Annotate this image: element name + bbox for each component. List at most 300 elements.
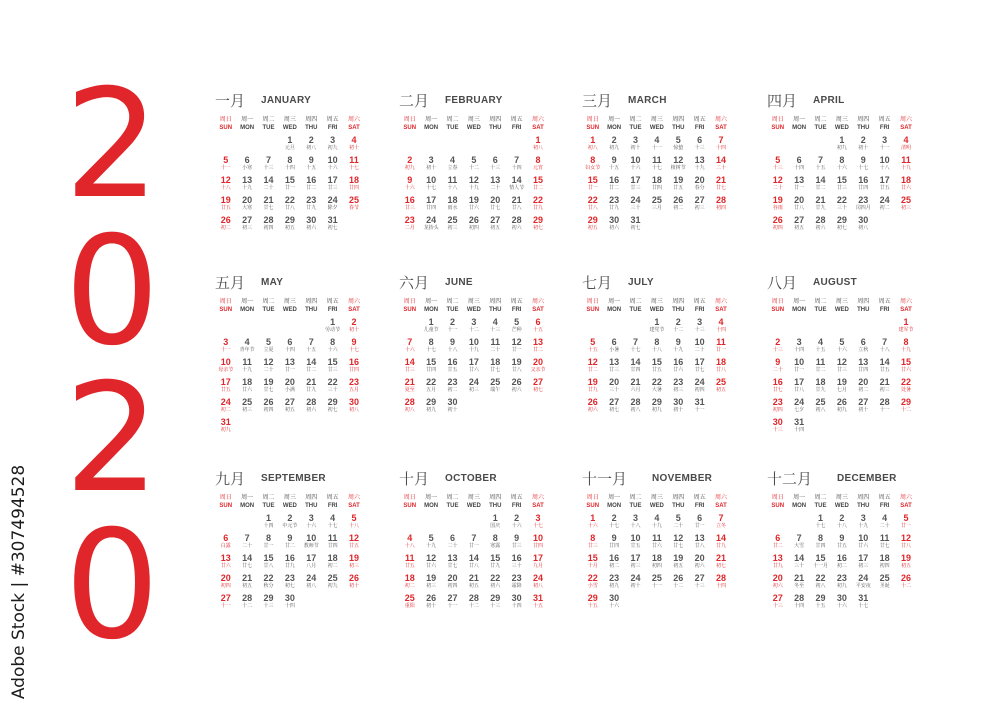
month-header bbox=[767, 470, 917, 492]
watermark-text: Adobe Stock | #307494528 bbox=[9, 464, 29, 700]
day-cell bbox=[767, 193, 788, 213]
weekday-cn: 周三 bbox=[650, 297, 663, 305]
day-cell bbox=[343, 173, 364, 193]
weekday-en: SAT bbox=[900, 124, 912, 131]
weekday-header bbox=[874, 114, 895, 133]
weekday-en: TUE bbox=[262, 502, 275, 509]
lunar-date: 十四 bbox=[716, 583, 727, 589]
weekday-header bbox=[258, 296, 279, 315]
day-number: 11 bbox=[815, 357, 826, 367]
day-cell bbox=[710, 133, 731, 153]
lunar-date: 十三 bbox=[772, 165, 783, 171]
day-number: 19 bbox=[426, 573, 437, 583]
day-number: 30 bbox=[858, 215, 869, 225]
lunar-date: 建军节 bbox=[898, 327, 914, 333]
weekday-header bbox=[420, 114, 441, 133]
weekday-cn: 周五 bbox=[693, 297, 706, 305]
lunar-date: 廿四 bbox=[426, 205, 437, 211]
weekday-en: SUN bbox=[586, 502, 600, 509]
lunar-date: 闰四月 bbox=[855, 205, 871, 211]
day-number: 21 bbox=[630, 377, 641, 387]
day-number: 15 bbox=[533, 175, 544, 185]
lunar-date: 廿八 bbox=[284, 205, 295, 211]
weekday-header bbox=[301, 492, 322, 511]
lunar-date: 十二 bbox=[468, 165, 479, 171]
weekday-en: WED bbox=[466, 306, 481, 313]
lunar-date: 初八 bbox=[533, 145, 544, 151]
lunar-date: 母亲节 bbox=[218, 367, 234, 373]
day-cell bbox=[831, 213, 852, 233]
lunar-date: 十四 bbox=[794, 347, 805, 353]
weekday-en: SUN bbox=[219, 502, 233, 509]
day-cell bbox=[710, 571, 731, 591]
day-number: 13 bbox=[858, 357, 869, 367]
day-cell bbox=[485, 335, 506, 355]
day-number: 25 bbox=[716, 377, 727, 387]
lunar-date: 廿五 bbox=[879, 185, 890, 191]
day-cell bbox=[527, 571, 548, 591]
lunar-date: 十五 bbox=[306, 347, 317, 353]
day-cell bbox=[646, 133, 667, 153]
lunar-date: 廿二 bbox=[772, 543, 783, 549]
weekday-cn: 周四 bbox=[857, 493, 870, 501]
day-cell bbox=[420, 531, 441, 551]
day-cell bbox=[710, 355, 731, 375]
day-grid bbox=[215, 492, 365, 611]
day-number: 22 bbox=[901, 377, 912, 387]
weekday-cn: 周五 bbox=[878, 493, 891, 501]
day-cell bbox=[582, 193, 603, 213]
day-number: 8 bbox=[839, 155, 845, 165]
day-grid bbox=[767, 296, 917, 435]
month-header bbox=[215, 92, 365, 114]
day-number: 22 bbox=[836, 195, 847, 205]
lunar-date: 廿九 bbox=[772, 563, 783, 569]
weekday-header bbox=[463, 114, 484, 133]
day-cell bbox=[810, 153, 831, 173]
lunar-date: 初九 bbox=[836, 583, 847, 589]
day-cell bbox=[625, 133, 646, 153]
day-cell bbox=[853, 531, 874, 551]
day-cell bbox=[399, 531, 420, 551]
weekday-header bbox=[646, 492, 667, 511]
weekday-cn: 周六 bbox=[715, 493, 728, 501]
day-cell bbox=[689, 551, 710, 571]
day-cell bbox=[582, 511, 603, 531]
day-number: 4 bbox=[330, 513, 336, 523]
lunar-date: 初六 bbox=[511, 225, 522, 231]
day-number: 10 bbox=[220, 357, 231, 367]
day-number: 29 bbox=[587, 593, 598, 603]
day-cell bbox=[420, 355, 441, 375]
lunar-date: 十五 bbox=[306, 165, 317, 171]
lunar-date: 平安夜 bbox=[855, 583, 871, 589]
lunar-date: 十三 bbox=[772, 427, 783, 433]
weekday-header bbox=[582, 492, 603, 511]
lunar-date: 廿四 bbox=[609, 543, 620, 549]
day-cell bbox=[895, 153, 916, 173]
day-number: 30 bbox=[609, 593, 620, 603]
lunar-date: 廿九 bbox=[609, 205, 620, 211]
weekday-cn: 周一 bbox=[793, 297, 806, 305]
lunar-date: 十五 bbox=[815, 603, 826, 609]
day-number: 11 bbox=[447, 175, 458, 185]
day-number: 21 bbox=[404, 377, 415, 387]
year-digit: 2 bbox=[64, 352, 160, 526]
day-cell bbox=[343, 511, 364, 531]
weekday-en: MON bbox=[240, 124, 255, 131]
lunar-date: 春分 bbox=[694, 185, 705, 191]
month-block bbox=[582, 92, 732, 274]
day-cell bbox=[810, 531, 831, 551]
weekday-header bbox=[603, 114, 624, 133]
day-number: 20 bbox=[694, 553, 705, 563]
day-number: 26 bbox=[220, 215, 231, 225]
day-number: 14 bbox=[879, 357, 890, 367]
lunar-date: 廿五 bbox=[879, 367, 890, 373]
day-cell bbox=[527, 133, 548, 153]
day-number: 5 bbox=[428, 533, 434, 543]
day-number: 5 bbox=[590, 337, 596, 347]
day-cell bbox=[646, 173, 667, 193]
day-grid bbox=[215, 114, 365, 233]
weekday-en: SUN bbox=[586, 306, 600, 313]
weekday-header bbox=[831, 114, 852, 133]
day-cell bbox=[895, 173, 916, 193]
day-number: 17 bbox=[426, 195, 437, 205]
day-cell bbox=[506, 153, 527, 173]
day-cell bbox=[442, 193, 463, 213]
day-cell bbox=[420, 193, 441, 213]
lunar-date: 初三 bbox=[673, 387, 684, 393]
day-number: 23 bbox=[306, 195, 317, 205]
day-cell bbox=[689, 173, 710, 193]
day-cell bbox=[343, 193, 364, 213]
day-cell bbox=[788, 571, 809, 591]
lunar-date: 初八 bbox=[815, 407, 826, 413]
lunar-date: 十六 bbox=[630, 165, 641, 171]
day-number: 9 bbox=[675, 337, 681, 347]
weekday-cn: 周二 bbox=[814, 297, 827, 305]
month-block bbox=[399, 274, 549, 456]
month-block bbox=[399, 470, 549, 652]
day-cell bbox=[895, 395, 916, 415]
year-digit: 0 bbox=[64, 499, 160, 673]
day-number: 12 bbox=[263, 357, 274, 367]
day-number: 26 bbox=[511, 377, 522, 387]
day-cell bbox=[301, 193, 322, 213]
day-number: 3 bbox=[796, 337, 802, 347]
lunar-date: 初八 bbox=[815, 583, 826, 589]
weekday-en: WED bbox=[649, 502, 664, 509]
month-name-en: DECEMBER bbox=[837, 473, 897, 484]
day-cell bbox=[625, 571, 646, 591]
day-cell bbox=[874, 173, 895, 193]
lunar-date: 十八 bbox=[879, 165, 890, 171]
day-number: 24 bbox=[306, 573, 317, 583]
day-cell bbox=[215, 551, 236, 571]
day-cell bbox=[322, 551, 343, 571]
lunar-date: 初十 bbox=[426, 603, 437, 609]
day-cell bbox=[506, 511, 527, 531]
day-number: 28 bbox=[716, 573, 727, 583]
weekday-cn: 周一 bbox=[793, 493, 806, 501]
lunar-date: 六月 bbox=[630, 387, 641, 393]
weekday-header bbox=[258, 492, 279, 511]
day-number: 3 bbox=[308, 513, 314, 523]
lunar-date: 廿八 bbox=[694, 543, 705, 549]
day-cell bbox=[442, 315, 463, 335]
lunar-date: 初五 bbox=[468, 583, 479, 589]
day-cell bbox=[668, 551, 689, 571]
lunar-date: 初三 bbox=[694, 205, 705, 211]
day-cell bbox=[582, 531, 603, 551]
weekday-header bbox=[343, 492, 364, 511]
day-number: 29 bbox=[533, 215, 544, 225]
weekday-header bbox=[831, 296, 852, 315]
weekday-en: WED bbox=[649, 124, 664, 131]
lunar-date: 初六 bbox=[306, 407, 317, 413]
day-cell bbox=[420, 173, 441, 193]
day-number: 24 bbox=[694, 377, 705, 387]
day-number: 24 bbox=[879, 195, 890, 205]
day-number: 26 bbox=[772, 215, 783, 225]
weekday-header bbox=[463, 296, 484, 315]
weekday-header bbox=[668, 492, 689, 511]
month-name-cn: 十二月 bbox=[767, 470, 813, 488]
lunar-date: 初四 bbox=[879, 563, 890, 569]
day-number: 4 bbox=[817, 337, 823, 347]
lunar-date: 初六 bbox=[609, 225, 620, 231]
day-number: 4 bbox=[654, 135, 660, 145]
weekday-en: SUN bbox=[403, 124, 417, 131]
day-cell bbox=[442, 551, 463, 571]
weekday-header bbox=[625, 114, 646, 133]
lunar-date: 十三 bbox=[772, 603, 783, 609]
day-cell bbox=[625, 531, 646, 551]
lunar-date: 国庆 bbox=[490, 523, 501, 529]
weekday-en: TUE bbox=[629, 502, 642, 509]
day-number: 7 bbox=[632, 337, 638, 347]
day-cell bbox=[301, 511, 322, 531]
day-number: 12 bbox=[220, 175, 231, 185]
weekday-en: FRI bbox=[327, 502, 338, 509]
day-cell bbox=[506, 591, 527, 611]
lunar-date: 十八 bbox=[630, 523, 641, 529]
lunar-date: 十一 bbox=[447, 603, 458, 609]
day-cell bbox=[527, 375, 548, 395]
day-number: 27 bbox=[858, 397, 869, 407]
lunar-date: 廿七 bbox=[673, 543, 684, 549]
weekday-en: MON bbox=[607, 306, 622, 313]
lunar-date: 初九 bbox=[836, 145, 847, 151]
lunar-date: 十一 bbox=[220, 165, 231, 171]
day-number: 26 bbox=[468, 215, 479, 225]
month-block bbox=[767, 274, 917, 456]
day-cell bbox=[236, 193, 257, 213]
day-cell bbox=[420, 395, 441, 415]
day-number: 27 bbox=[242, 215, 253, 225]
lunar-date: 二十 bbox=[716, 165, 727, 171]
day-number: 30 bbox=[772, 417, 783, 427]
day-number: 14 bbox=[242, 553, 253, 563]
weekday-en: MON bbox=[792, 502, 807, 509]
lunar-date: 廿一 bbox=[794, 367, 805, 373]
day-number: 2 bbox=[611, 513, 617, 523]
lunar-date: 初七 bbox=[630, 225, 641, 231]
lunar-date: 廿三 bbox=[511, 543, 522, 549]
lunar-date: 廿一 bbox=[263, 543, 274, 549]
day-cell bbox=[668, 315, 689, 335]
month-name-cn: 六月 bbox=[399, 274, 430, 292]
day-grid bbox=[582, 296, 732, 415]
day-cell bbox=[215, 415, 236, 435]
day-cell bbox=[420, 571, 441, 591]
day-cell bbox=[399, 173, 420, 193]
day-number: 23 bbox=[772, 397, 783, 407]
day-number: 16 bbox=[836, 553, 847, 563]
weekday-header bbox=[668, 296, 689, 315]
day-cell bbox=[831, 551, 852, 571]
weekday-header bbox=[895, 492, 916, 511]
day-number: 16 bbox=[349, 357, 360, 367]
day-cell bbox=[767, 213, 788, 233]
lunar-date: 十九 bbox=[858, 523, 869, 529]
month-name-en: JULY bbox=[628, 277, 654, 288]
lunar-date: 十七 bbox=[349, 347, 360, 353]
weekday-en: SUN bbox=[219, 306, 233, 313]
lunar-date: 廿五 bbox=[220, 387, 231, 393]
weekday-header bbox=[710, 296, 731, 315]
lunar-date: 初三 bbox=[630, 563, 641, 569]
day-number: 17 bbox=[858, 553, 869, 563]
day-number: 28 bbox=[879, 397, 890, 407]
weekday-cn: 周一 bbox=[425, 297, 438, 305]
weekday-cn: 周五 bbox=[510, 115, 523, 123]
day-number: 22 bbox=[490, 573, 501, 583]
lunar-date: 二十 bbox=[879, 523, 890, 529]
lunar-date: 初七 bbox=[327, 407, 338, 413]
lunar-date: 初八 bbox=[306, 583, 317, 589]
day-number: 14 bbox=[468, 553, 479, 563]
day-cell bbox=[582, 591, 603, 611]
day-cell bbox=[767, 173, 788, 193]
weekday-header bbox=[603, 492, 624, 511]
day-cell bbox=[463, 375, 484, 395]
month-block bbox=[582, 274, 732, 456]
lunar-date: 廿一 bbox=[284, 367, 295, 373]
day-cell bbox=[215, 173, 236, 193]
day-cell bbox=[258, 213, 279, 233]
lunar-date: 廿七 bbox=[772, 387, 783, 393]
weekday-en: FRI bbox=[694, 124, 705, 131]
day-cell bbox=[399, 335, 420, 355]
day-cell bbox=[668, 375, 689, 395]
day-number: 5 bbox=[223, 155, 229, 165]
day-cell bbox=[810, 173, 831, 193]
weekday-en: SAT bbox=[715, 502, 727, 509]
lunar-date: 十七 bbox=[609, 523, 620, 529]
month-name-cn: 九月 bbox=[215, 470, 246, 488]
lunar-date: 立春 bbox=[447, 165, 458, 171]
weekday-cn: 周三 bbox=[283, 115, 296, 123]
lunar-date: 初八 bbox=[858, 225, 869, 231]
day-number: 28 bbox=[242, 593, 253, 603]
lunar-date: 十六 bbox=[404, 185, 415, 191]
weekday-header bbox=[874, 492, 895, 511]
lunar-date: 芒种 bbox=[511, 327, 522, 333]
lunar-date: 十一 bbox=[447, 327, 458, 333]
day-cell bbox=[689, 315, 710, 335]
month-name-cn: 三月 bbox=[582, 92, 613, 110]
lunar-date: 立秋 bbox=[858, 347, 869, 353]
day-number: 10 bbox=[327, 155, 338, 165]
day-cell bbox=[895, 133, 916, 153]
weekday-en: MON bbox=[424, 502, 439, 509]
weekday-en: SUN bbox=[586, 124, 600, 131]
day-cell bbox=[322, 355, 343, 375]
lunar-date: 初六 bbox=[772, 583, 783, 589]
day-cell bbox=[343, 315, 364, 335]
lunar-date: 初二 bbox=[858, 387, 869, 393]
lunar-date: 初四 bbox=[263, 407, 274, 413]
day-cell bbox=[582, 551, 603, 571]
lunar-date: 初七 bbox=[609, 407, 620, 413]
weekday-cn: 周六 bbox=[900, 493, 913, 501]
day-cell bbox=[343, 395, 364, 415]
lunar-date: 十三 bbox=[694, 145, 705, 151]
day-number: 11 bbox=[901, 155, 911, 165]
day-number: 10 bbox=[794, 357, 805, 367]
weekday-cn: 周三 bbox=[650, 493, 663, 501]
lunar-date: 初十 bbox=[630, 583, 641, 589]
day-cell bbox=[236, 213, 257, 233]
lunar-date: 初十 bbox=[673, 407, 684, 413]
day-number: 15 bbox=[587, 553, 598, 563]
day-number: 8 bbox=[287, 155, 293, 165]
weekday-header bbox=[343, 114, 364, 133]
lunar-date: 初二 bbox=[879, 205, 890, 211]
lunar-date: 廿八 bbox=[511, 205, 522, 211]
weekday-cn: 周五 bbox=[326, 493, 339, 501]
year-display bbox=[64, 58, 160, 673]
weekday-cn: 周一 bbox=[608, 493, 621, 501]
weekday-cn: 周六 bbox=[900, 115, 913, 123]
lunar-date: 初五 bbox=[901, 563, 912, 569]
month-header bbox=[215, 470, 365, 492]
day-number: 29 bbox=[426, 397, 437, 407]
lunar-date: 廿八 bbox=[468, 563, 479, 569]
day-number: 3 bbox=[535, 513, 541, 523]
weekday-header bbox=[420, 492, 441, 511]
day-number: 10 bbox=[630, 155, 641, 165]
lunar-date: 廿一 bbox=[587, 185, 598, 191]
lunar-date: 二十 bbox=[263, 185, 274, 191]
day-number: 30 bbox=[447, 397, 458, 407]
day-number: 24 bbox=[858, 573, 869, 583]
day-cell bbox=[895, 193, 916, 213]
day-number: 18 bbox=[651, 175, 662, 185]
day-cell bbox=[646, 551, 667, 571]
day-cell bbox=[463, 173, 484, 193]
day-number: 22 bbox=[533, 195, 544, 205]
day-cell bbox=[301, 571, 322, 591]
lunar-date: 廿一 bbox=[794, 185, 805, 191]
day-number: 13 bbox=[447, 553, 458, 563]
lunar-date: 廿七 bbox=[263, 387, 274, 393]
day-number: 23 bbox=[284, 573, 295, 583]
lunar-date: 廿五 bbox=[404, 563, 415, 569]
